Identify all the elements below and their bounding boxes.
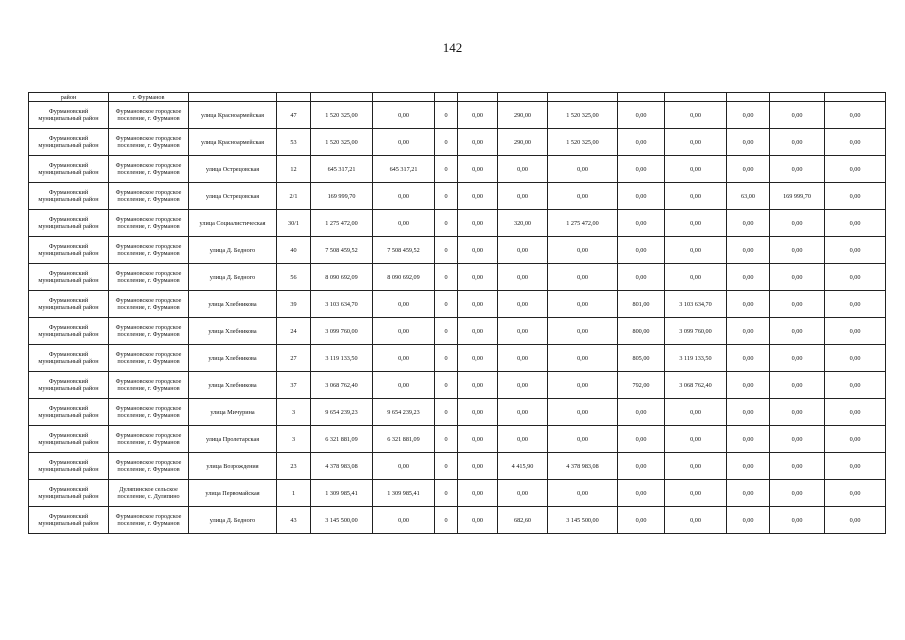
- value-cell: 0: [435, 129, 458, 156]
- value-cell: 0,00: [498, 480, 548, 507]
- value-cell: 0,00: [548, 426, 618, 453]
- house-number-cell: 30/1: [277, 210, 311, 237]
- value-cell: 0,00: [498, 345, 548, 372]
- settlement-cell: Фурмановское городское поселение, г. Фурманов: [109, 453, 189, 480]
- value-cell: 0,00: [498, 318, 548, 345]
- table-row: [29, 183, 886, 210]
- total-cost-cell: 3 145 500,00: [311, 507, 373, 534]
- value-cell: 290,00: [498, 129, 548, 156]
- value-cell: 682,60: [498, 507, 548, 534]
- total-cost-cell: 6 321 881,09: [311, 426, 373, 453]
- settlement-cell: Фурмановское городское поселение, г. Фурманов: [109, 210, 189, 237]
- value-cell: 0,00: [548, 480, 618, 507]
- house-number-cell: 56: [277, 264, 311, 291]
- house-number-cell: 1: [277, 480, 311, 507]
- value-cell: 0,00: [727, 210, 770, 237]
- value-cell: 0,00: [825, 426, 886, 453]
- total-cost-cell: 9 654 239,23: [311, 399, 373, 426]
- district-cell: Фурмановский муниципальный район: [29, 183, 109, 210]
- value-cell: 0,00: [498, 372, 548, 399]
- value-cell: 0,00: [618, 156, 665, 183]
- table-row: [29, 318, 886, 345]
- value-cell: 0,00: [825, 372, 886, 399]
- district-cell: район: [29, 93, 109, 102]
- value-cell: 0,00: [770, 237, 825, 264]
- value-cell: 0,00: [727, 129, 770, 156]
- street-cell: улица Красноармейская: [189, 129, 277, 156]
- value-cell: 0: [435, 372, 458, 399]
- total-cost-cell: 645 317,21: [311, 156, 373, 183]
- settlement-cell: Дуляпинское сельское поселение, с. Дуляпино: [109, 480, 189, 507]
- house-number-cell: 12: [277, 156, 311, 183]
- house-number-cell: 40: [277, 237, 311, 264]
- value-cell: 0,00: [618, 426, 665, 453]
- value-cell: 0,00: [825, 507, 886, 534]
- value-cell: 800,00: [618, 318, 665, 345]
- value-cell: 792,00: [618, 372, 665, 399]
- value-cell: 290,00: [498, 102, 548, 129]
- total-cost-cell: 8 090 692,09: [311, 264, 373, 291]
- total-cost-cell: 3 099 760,00: [311, 318, 373, 345]
- district-cell: Фурмановский муниципальный район: [29, 318, 109, 345]
- value-cell: 0: [435, 264, 458, 291]
- table-row: [29, 129, 886, 156]
- value-cell: 0: [435, 453, 458, 480]
- value-cell: 0,00: [618, 507, 665, 534]
- value-cell: 0,00: [548, 291, 618, 318]
- value-cell: 0,00: [665, 183, 727, 210]
- value-cell: 0,00: [498, 426, 548, 453]
- street-cell: улица Красноармейская: [189, 102, 277, 129]
- street-cell: улица Хлебникова: [189, 345, 277, 372]
- settlement-cell: Фурмановское городское поселение, г. Фурманов: [109, 264, 189, 291]
- table-row: [29, 453, 886, 480]
- value-cell: 169 999,70: [770, 183, 825, 210]
- value-cell: 0,00: [458, 291, 498, 318]
- table-row: [29, 345, 886, 372]
- value-cell: 0,00: [825, 480, 886, 507]
- page-number: 142: [442, 40, 463, 55]
- value-cell: 0,00: [665, 507, 727, 534]
- total-cost-cell: 1 520 325,00: [311, 129, 373, 156]
- value-cell: 0,00: [665, 129, 727, 156]
- street-cell: улица Хлебникова: [189, 372, 277, 399]
- value-cell: 0,00: [770, 372, 825, 399]
- value-cell: 7 508 459,52: [373, 237, 435, 264]
- settlement-cell: Фурмановское городское поселение, г. Фурманов: [109, 507, 189, 534]
- house-number-cell: 39: [277, 291, 311, 318]
- value-cell: 0,00: [373, 345, 435, 372]
- value-cell: 0,00: [665, 102, 727, 129]
- value-cell: 0: [435, 237, 458, 264]
- value-cell: 0,00: [548, 237, 618, 264]
- value-cell: 805,00: [618, 345, 665, 372]
- district-cell: Фурмановский муниципальный район: [29, 210, 109, 237]
- value-cell: 0: [435, 480, 458, 507]
- value-cell: 1 520 325,00: [548, 129, 618, 156]
- value-cell: 0,00: [458, 426, 498, 453]
- street-cell: улица Возрождения: [189, 453, 277, 480]
- settlement-cell: Фурмановское городское поселение, г. Фурманов: [109, 318, 189, 345]
- value-cell: 0,00: [770, 264, 825, 291]
- value-cell: 0,00: [825, 102, 886, 129]
- total-cost-cell: 3 068 762,40: [311, 372, 373, 399]
- value-cell: 0,00: [618, 264, 665, 291]
- total-cost-cell: 169 999,70: [311, 183, 373, 210]
- value-cell: 0,00: [458, 318, 498, 345]
- district-cell: Фурмановский муниципальный район: [29, 399, 109, 426]
- value-cell: 0,00: [618, 102, 665, 129]
- value-cell: 0,00: [770, 318, 825, 345]
- value-cell: 801,00: [618, 291, 665, 318]
- value-cell: 0,00: [665, 210, 727, 237]
- district-cell: Фурмановский муниципальный район: [29, 129, 109, 156]
- value-cell: 0: [435, 507, 458, 534]
- value-cell: 0,00: [825, 345, 886, 372]
- district-cell: Фурмановский муниципальный район: [29, 102, 109, 129]
- value-cell: 0,00: [727, 318, 770, 345]
- value-cell: 0,00: [618, 237, 665, 264]
- value-cell: 0,00: [618, 210, 665, 237]
- house-number-cell: 3: [277, 426, 311, 453]
- value-cell: 0,00: [458, 372, 498, 399]
- value-cell: 0,00: [373, 129, 435, 156]
- value-cell: 0,00: [770, 453, 825, 480]
- value-cell: 0,00: [458, 480, 498, 507]
- value-cell: 0,00: [498, 264, 548, 291]
- value-cell: 0,00: [458, 399, 498, 426]
- value-cell: 0,00: [825, 264, 886, 291]
- value-cell: 0,00: [548, 183, 618, 210]
- value-cell: 0,00: [770, 507, 825, 534]
- value-cell: 0,00: [727, 264, 770, 291]
- street-cell: улица Острецовская: [189, 156, 277, 183]
- value-cell: 0,00: [770, 480, 825, 507]
- value-cell: 0,00: [727, 453, 770, 480]
- street-cell: улица Хлебникова: [189, 318, 277, 345]
- value-cell: 0,00: [373, 102, 435, 129]
- value-cell: 0,00: [770, 210, 825, 237]
- value-cell: 320,00: [498, 210, 548, 237]
- value-cell: 0,00: [727, 102, 770, 129]
- value-cell: 9 654 239,23: [373, 399, 435, 426]
- value-cell: 0,00: [770, 399, 825, 426]
- value-cell: 1 520 325,00: [548, 102, 618, 129]
- value-cell: 0,00: [665, 156, 727, 183]
- total-cost-cell: 3 103 634,70: [311, 291, 373, 318]
- value-cell: 0,00: [770, 156, 825, 183]
- street-cell: улица Пролетарская: [189, 426, 277, 453]
- value-cell: 0,00: [727, 480, 770, 507]
- settlement-cell: Фурмановское городское поселение, г. Фурманов: [109, 183, 189, 210]
- table-row: [29, 399, 886, 426]
- total-cost-cell: 4 378 983,08: [311, 453, 373, 480]
- street-cell: улица Д. Бедного: [189, 237, 277, 264]
- settlement-cell: г. Фурманов: [109, 93, 189, 102]
- settlement-cell: Фурмановское городское поселение, г. Фурманов: [109, 426, 189, 453]
- value-cell: 0: [435, 210, 458, 237]
- settlement-cell: Фурмановское городское поселение, г. Фурманов: [109, 345, 189, 372]
- value-cell: 0,00: [665, 480, 727, 507]
- settlement-cell: Фурмановское городское поселение, г. Фурманов: [109, 399, 189, 426]
- value-cell: 0: [435, 399, 458, 426]
- street-cell: улица Д. Бедного: [189, 507, 277, 534]
- table-row: [29, 372, 886, 399]
- table-row: [29, 264, 886, 291]
- district-cell: Фурмановский муниципальный район: [29, 291, 109, 318]
- value-cell: 0,00: [373, 183, 435, 210]
- total-cost-cell: 7 508 459,52: [311, 237, 373, 264]
- value-cell: 0,00: [373, 318, 435, 345]
- value-cell: 0,00: [458, 345, 498, 372]
- district-cell: Фурмановский муниципальный район: [29, 480, 109, 507]
- total-cost-cell: 1 275 472,00: [311, 210, 373, 237]
- value-cell: 645 317,21: [373, 156, 435, 183]
- table-row: [29, 102, 886, 129]
- value-cell: 0,00: [458, 210, 498, 237]
- value-cell: 0,00: [498, 399, 548, 426]
- value-cell: 0,00: [665, 237, 727, 264]
- value-cell: 0,00: [727, 399, 770, 426]
- table-row: [29, 237, 886, 264]
- table-row: [29, 426, 886, 453]
- value-cell: 0,00: [548, 264, 618, 291]
- value-cell: 0,00: [373, 507, 435, 534]
- value-cell: 0,00: [458, 507, 498, 534]
- value-cell: 0: [435, 183, 458, 210]
- value-cell: 0,00: [825, 156, 886, 183]
- value-cell: 0,00: [458, 264, 498, 291]
- value-cell: 0: [435, 426, 458, 453]
- district-cell: Фурмановский муниципальный район: [29, 264, 109, 291]
- value-cell: 0,00: [825, 399, 886, 426]
- street-cell: улица Первомайская: [189, 480, 277, 507]
- value-cell: 0,00: [825, 129, 886, 156]
- table-row: [29, 291, 886, 318]
- value-cell: 0: [435, 291, 458, 318]
- total-cost-cell: 1 309 985,41: [311, 480, 373, 507]
- value-cell: 1 309 985,41: [373, 480, 435, 507]
- value-cell: 0,00: [373, 210, 435, 237]
- house-number-cell: 37: [277, 372, 311, 399]
- value-cell: 0,00: [727, 372, 770, 399]
- house-number-cell: 24: [277, 318, 311, 345]
- value-cell: 0,00: [770, 291, 825, 318]
- value-cell: 0,00: [458, 237, 498, 264]
- value-cell: 0,00: [548, 399, 618, 426]
- district-cell: Фурмановский муниципальный район: [29, 237, 109, 264]
- value-cell: 3 099 760,00: [665, 318, 727, 345]
- house-number-cell: 23: [277, 453, 311, 480]
- value-cell: 0,00: [825, 210, 886, 237]
- value-cell: 0,00: [825, 183, 886, 210]
- house-number-cell: 53: [277, 129, 311, 156]
- house-number-cell: 27: [277, 345, 311, 372]
- value-cell: 3 145 500,00: [548, 507, 618, 534]
- value-cell: 0,00: [498, 156, 548, 183]
- value-cell: 4 415,90: [498, 453, 548, 480]
- value-cell: 0,00: [727, 507, 770, 534]
- value-cell: 0,00: [458, 453, 498, 480]
- settlement-cell: Фурмановское городское поселение, г. Фурманов: [109, 156, 189, 183]
- value-cell: 0: [435, 102, 458, 129]
- value-cell: 0,00: [373, 372, 435, 399]
- value-cell: 0,00: [458, 183, 498, 210]
- value-cell: 0,00: [770, 102, 825, 129]
- value-cell: 0,00: [770, 345, 825, 372]
- value-cell: 8 090 692,09: [373, 264, 435, 291]
- value-cell: 0,00: [618, 453, 665, 480]
- value-cell: 6 321 881,09: [373, 426, 435, 453]
- value-cell: 0,00: [548, 156, 618, 183]
- value-cell: 0,00: [548, 372, 618, 399]
- value-cell: 0,00: [618, 183, 665, 210]
- table-row: [29, 507, 886, 534]
- value-cell: 0,00: [458, 129, 498, 156]
- value-cell: 0,00: [498, 291, 548, 318]
- value-cell: 0: [435, 156, 458, 183]
- settlement-cell: Фурмановское городское поселение, г. Фурманов: [109, 237, 189, 264]
- value-cell: 0,00: [618, 129, 665, 156]
- value-cell: 0,00: [373, 453, 435, 480]
- value-cell: 0: [435, 345, 458, 372]
- value-cell: 0,00: [498, 183, 548, 210]
- district-cell: Фурмановский муниципальный район: [29, 426, 109, 453]
- value-cell: 0,00: [665, 264, 727, 291]
- table-row: [29, 210, 886, 237]
- value-cell: 0,00: [665, 426, 727, 453]
- value-cell: 0,00: [498, 237, 548, 264]
- value-cell: 0,00: [727, 426, 770, 453]
- value-cell: 0,00: [825, 318, 886, 345]
- total-cost-cell: 1 520 325,00: [311, 102, 373, 129]
- value-cell: 0,00: [548, 318, 618, 345]
- house-number-cell: 2/1: [277, 183, 311, 210]
- value-cell: 0,00: [618, 399, 665, 426]
- value-cell: 63,00: [727, 183, 770, 210]
- value-cell: 0,00: [770, 129, 825, 156]
- value-cell: 1 275 472,00: [548, 210, 618, 237]
- house-number-cell: 43: [277, 507, 311, 534]
- register-table: [28, 92, 886, 534]
- street-cell: улица Острецовская: [189, 183, 277, 210]
- value-cell: 0,00: [825, 453, 886, 480]
- value-cell: 0,00: [770, 426, 825, 453]
- value-cell: 0,00: [458, 102, 498, 129]
- house-number-cell: 47: [277, 102, 311, 129]
- street-cell: улица Д. Бедного: [189, 264, 277, 291]
- district-cell: Фурмановский муниципальный район: [29, 156, 109, 183]
- street-cell: улица Хлебникова: [189, 291, 277, 318]
- value-cell: 4 378 983,08: [548, 453, 618, 480]
- value-cell: 0,00: [727, 237, 770, 264]
- settlement-cell: Фурмановское городское поселение, г. Фурманов: [109, 372, 189, 399]
- settlement-cell: Фурмановское городское поселение, г. Фурманов: [109, 129, 189, 156]
- value-cell: 0,00: [373, 291, 435, 318]
- street-cell: улица Социалистическая: [189, 210, 277, 237]
- settlement-cell: Фурмановское городское поселение, г. Фурманов: [109, 102, 189, 129]
- value-cell: 0,00: [548, 345, 618, 372]
- value-cell: 0,00: [825, 291, 886, 318]
- value-cell: 0,00: [618, 480, 665, 507]
- value-cell: 0,00: [458, 156, 498, 183]
- value-cell: 0,00: [727, 156, 770, 183]
- table-row: [29, 480, 886, 507]
- table-row: [29, 156, 886, 183]
- value-cell: 0,00: [665, 399, 727, 426]
- value-cell: 3 068 762,40: [665, 372, 727, 399]
- value-cell: 0,00: [665, 453, 727, 480]
- value-cell: 0,00: [727, 291, 770, 318]
- value-cell: 0,00: [727, 345, 770, 372]
- district-cell: Фурмановский муниципальный район: [29, 372, 109, 399]
- value-cell: 3 103 634,70: [665, 291, 727, 318]
- value-cell: 0: [435, 318, 458, 345]
- value-cell: 0,00: [825, 237, 886, 264]
- total-cost-cell: 3 119 133,50: [311, 345, 373, 372]
- street-cell: улица Мичурина: [189, 399, 277, 426]
- district-cell: Фурмановский муниципальный район: [29, 453, 109, 480]
- settlement-cell: Фурмановское городское поселение, г. Фурманов: [109, 291, 189, 318]
- continuation-row: [29, 93, 886, 102]
- value-cell: 3 119 133,50: [665, 345, 727, 372]
- house-number-cell: 3: [277, 399, 311, 426]
- district-cell: Фурмановский муниципальный район: [29, 345, 109, 372]
- district-cell: Фурмановский муниципальный район: [29, 507, 109, 534]
